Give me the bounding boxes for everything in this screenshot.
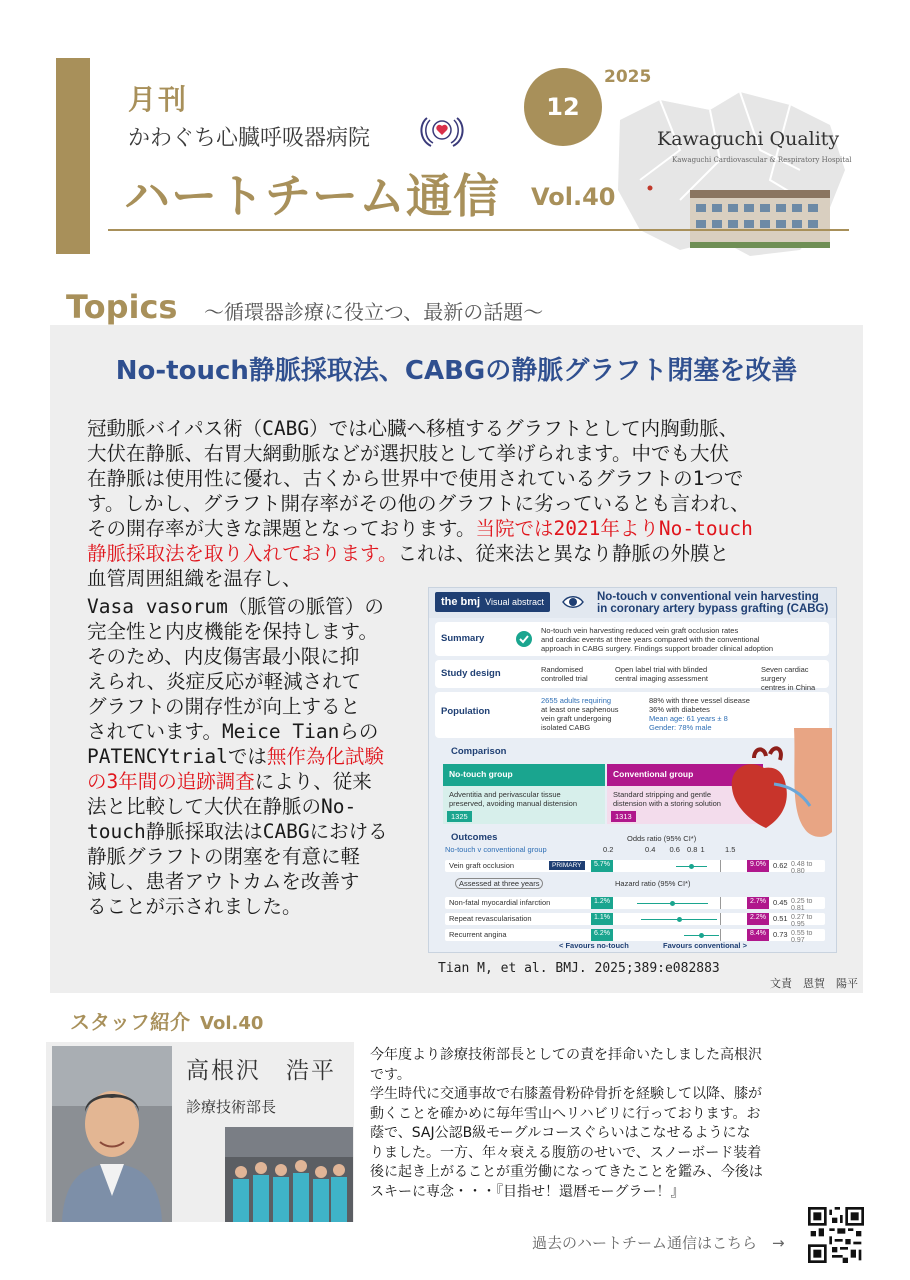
visual-abstract-header	[429, 588, 836, 618]
staff-name: 高根沢 浩平	[186, 1058, 336, 1084]
staff-heading	[70, 1006, 263, 1035]
conventional-rate: 9.0%	[747, 860, 769, 872]
year-label: 2025	[604, 67, 652, 87]
conventional-group-header: Conventional group	[607, 764, 763, 786]
population-line: 36% with diabetes	[649, 705, 710, 714]
design-line: centres in China	[761, 683, 816, 692]
summary-line: and cardiac events at three years compared with the conventional	[541, 635, 760, 644]
staff-message	[370, 1046, 763, 1202]
ci-value: 0.48 to 0.80	[791, 861, 813, 875]
odds-ratio-label: Odds ratio (95% CI*)	[627, 834, 697, 843]
article-paragraph-1	[87, 416, 753, 591]
visual-abstract-title	[597, 591, 828, 615]
group-line: distension with a storing solution	[613, 799, 721, 808]
study-design-row	[435, 660, 829, 692]
design-line: Seven cardiac surgery	[761, 665, 809, 683]
estimate-point	[699, 933, 704, 938]
favours-no-touch: < Favours no-touch	[559, 941, 629, 950]
outcomes-label: Outcomes	[451, 832, 498, 843]
population-line: isolated CABG	[541, 723, 591, 732]
past-issues-link[interactable]: 過去のハートチーム通信はこちら →	[532, 1234, 785, 1252]
ci-value: 0.55 to 0.97	[791, 930, 813, 944]
highlight-text: 静脈採取法を取り入れております。	[87, 542, 398, 565]
text-line: ることが示されました。	[87, 895, 302, 918]
group-line: preserved, avoiding manual distension	[449, 799, 577, 808]
outcome-label: Recurrent angina	[449, 930, 507, 939]
title-line: in coronary artery bypass grafting (CABG)	[597, 603, 829, 615]
estimate-value: 0.51	[773, 914, 788, 923]
staff-heading-text: スタッフ紹介	[70, 1010, 190, 1034]
summary-label: Summary	[441, 633, 485, 644]
text-line: スキーに専念・・・『目指せ！還暦モーグラー！』	[370, 1183, 685, 1200]
text-segment: その開存率が大きな課題となっております。	[87, 517, 476, 540]
highlight-text: 当院では2021年よりNo-touch	[475, 517, 753, 540]
group-line: Standard stripping and gentle	[613, 790, 711, 799]
volume-label: Vol.40	[531, 183, 616, 211]
text-segment: PATENCYtrialでは	[87, 745, 267, 768]
text-line: 法と比較して大伏在静脈のNo-	[87, 795, 357, 818]
summary-line: approach in CABG surgery. Findings support broader clinical adoption	[541, 644, 774, 653]
outcomes-subtitle: No-touch v conventional group	[445, 845, 547, 854]
ci-value: 0.25 to 0.81	[791, 898, 813, 912]
no-touch-count: 1325	[447, 811, 472, 822]
text-line: Vasa vasorum（脈管の脈管）の	[87, 595, 384, 618]
population-line: vein graft undergoing	[541, 714, 612, 723]
highlight-text: 無作為化試験	[266, 745, 384, 768]
conventional-count: 1313	[611, 811, 636, 822]
check-icon	[515, 630, 533, 648]
conventional-rate: 8.4%	[747, 929, 769, 941]
month-badge: 12	[524, 68, 602, 146]
population-line: at least one saphenous	[541, 705, 619, 714]
no-touch-rate: 1.2%	[591, 897, 613, 909]
outcome-label: Non-fatal myocardial infarction	[449, 898, 551, 907]
staff-role: 診療技術部長	[186, 1098, 277, 1116]
monthly-label: 月刊	[128, 83, 189, 116]
staff-portrait-photo	[52, 1046, 172, 1222]
title-line: No-touch v conventional vein harvesting	[597, 591, 819, 603]
newsletter-title: ハートチーム通信	[124, 169, 500, 223]
citation: Tian M, et al. BMJ. 2025;389:e082883	[438, 961, 720, 976]
population-line: 88% with three vessel disease	[649, 696, 750, 705]
axis-tick-label: 1	[700, 845, 705, 854]
population-line: 2655 adults requiring	[541, 696, 612, 705]
text-line	[87, 541, 753, 566]
design-line: controlled trial	[541, 674, 588, 683]
text-line: りました。一方、年々衰える腹筋のせいで、スノーボード装着	[370, 1144, 762, 1161]
text-line: 減し、患者アウトカムを改善す	[87, 870, 360, 893]
qr-code-icon[interactable]	[808, 1207, 864, 1263]
bmj-badge	[435, 592, 550, 612]
text-line: 今年度より診療技術部長としての責を拝命いたしました高根沢	[370, 1047, 762, 1063]
outcome-row	[445, 929, 825, 944]
summary-row	[435, 622, 829, 656]
text-line	[87, 769, 388, 794]
visual-abstract-label: Visual abstract	[485, 597, 545, 607]
author-credit: 文責 恩賀 陽平	[770, 977, 858, 990]
no-touch-rate: 1.1%	[591, 913, 613, 925]
header-divider	[108, 229, 849, 231]
summary-line: No-touch vein harvesting reduced vein graft occlusion rates	[541, 626, 739, 635]
estimate-point	[677, 917, 682, 922]
design-line: Open label trial with blinded	[615, 665, 708, 674]
team-group-photo	[225, 1127, 353, 1222]
text-line: 動くことを確かめに毎年雪山へリハビリに行っております。お	[370, 1105, 761, 1122]
conventional-rate: 2.7%	[747, 897, 769, 909]
text-line: グラフトの開存性が向上すると	[87, 695, 361, 718]
axis-tick-label: 0.2	[603, 845, 614, 854]
journal-name: the bmj	[441, 596, 481, 608]
primary-badge: PRIMARY	[549, 861, 585, 870]
study-design-label: Study design	[441, 668, 501, 679]
text-line: 冠動脈バイパス術（CABG）では心臓へ移植するグラフトとして内胸動脈、	[87, 417, 739, 440]
outcome-label: Vein graft occlusion	[449, 861, 515, 870]
no-touch-group-body	[443, 786, 605, 824]
topics-heading: Topics	[66, 288, 178, 326]
summary-text	[541, 626, 773, 653]
text-line: されています。Meice Tianらの	[87, 720, 379, 743]
favours-conventional: Favours conventional >	[663, 941, 747, 950]
estimate-point	[689, 864, 694, 869]
text-line	[87, 516, 753, 541]
axis-tick-label: 0.4	[644, 845, 656, 854]
axis-tick-label: 0.6	[669, 845, 680, 854]
outcome-row	[445, 897, 825, 912]
text-line: 蔭で、SAJ公認B級モーグルコースぐらいはこなせるようにな	[370, 1125, 751, 1141]
ci-value: 0.27 to 0.95	[791, 914, 813, 928]
text-segment: により、従来	[254, 770, 372, 793]
text-line: 在静脈は使用性に優れ、古くから世界中で使用されているグラフトの1つで	[87, 467, 744, 490]
hospital-logo-icon	[417, 110, 467, 152]
heart-leg-illustration	[724, 728, 834, 853]
article-title: No-touch静脈採取法、CABGの静脈グラフト閉塞を改善	[115, 356, 798, 386]
saitama-map-illustration	[600, 80, 850, 260]
design-line: Randomised	[541, 665, 584, 674]
outcome-row	[445, 913, 825, 928]
no-touch-rate: 6.2%	[591, 929, 613, 941]
conventional-rate: 2.2%	[747, 913, 769, 925]
population-item	[541, 696, 619, 732]
brand-subtitle: Kawaguchi Cardiovascular & Respiratory Hospital	[672, 156, 852, 164]
brand-name: Kawaguchi Quality	[657, 128, 840, 150]
hazard-ratio-label: Hazard ratio (95% CI*)	[615, 879, 691, 888]
group-desc	[613, 790, 721, 808]
topics-subheading: ～循環器診療に役立つ、最新の話題～	[204, 300, 544, 324]
text-line: えられ、炎症反応が軽減されて	[87, 670, 362, 693]
text-line: 血管周囲組織を温存し、	[87, 567, 302, 590]
text-segment: これは、従来法と異なり静脈の外膜と	[397, 542, 729, 565]
text-line: す。しかし、グラフト開存率がその他のグラフトに劣っているとも言われ、	[87, 492, 750, 515]
group-line: Adventitia and perivascular tissue	[449, 790, 561, 799]
population-label: Population	[441, 706, 491, 717]
staff-volume: Vol.40	[200, 1013, 264, 1034]
design-item	[761, 665, 829, 692]
comparison-label: Comparison	[451, 746, 507, 757]
axis-tick-label: 1.5	[725, 845, 736, 854]
text-line: 学生時代に交通事故で右膝蓋骨粉砕骨折を経験して以降、膝が	[370, 1086, 762, 1102]
hospital-name: かわぐち心臓呼吸器病院	[128, 126, 371, 151]
reference-line	[720, 929, 721, 941]
article-paragraph-2	[87, 594, 388, 919]
reference-line	[720, 897, 721, 909]
assessed-note: Assessed at three years	[455, 878, 543, 889]
group-desc	[449, 790, 577, 808]
text-line: そのため、内皮傷害最小限に抑	[87, 645, 360, 668]
estimate-value: 0.45	[773, 898, 788, 907]
outcome-label: Repeat revascularisation	[449, 914, 532, 923]
highlight-text: の3年間の追跡調査	[87, 770, 255, 793]
no-touch-group-header: No-touch group	[443, 764, 605, 786]
text-line: 大伏在静脈、右胃大網動脈などが選択肢として挙げられます。中でも大伏	[87, 442, 729, 465]
estimate-point	[670, 901, 675, 906]
outcome-row	[445, 860, 825, 875]
text-line: 後に起き上がることが重労働になってきたことを鑑み、今後は	[370, 1164, 763, 1180]
population-line: Gender: 78% male	[649, 723, 712, 732]
text-line: 完全性と内皮機能を保持します。	[87, 620, 378, 643]
header-accent-bar	[56, 58, 90, 254]
eye-icon	[562, 593, 584, 611]
bmj-visual-abstract	[428, 587, 837, 953]
reference-line	[720, 860, 721, 872]
text-line: touch静脈採取法はCABGにおける	[87, 820, 388, 843]
population-line: Mean age: 61 years ± 8	[649, 714, 728, 723]
axis-tick-label: 0.8	[686, 845, 698, 854]
text-line: 静脈グラフトの閉塞を有意に軽	[87, 845, 361, 868]
design-item	[615, 665, 708, 683]
design-line: central imaging assessment	[615, 674, 708, 683]
estimate-value: 0.62	[773, 861, 788, 870]
text-line	[87, 744, 388, 769]
text-line: です。	[370, 1066, 411, 1083]
design-item	[541, 665, 588, 683]
estimate-value: 0.73	[773, 930, 788, 939]
reference-line	[720, 913, 721, 925]
population-item	[649, 696, 750, 732]
no-touch-rate: 5.7%	[591, 860, 613, 872]
